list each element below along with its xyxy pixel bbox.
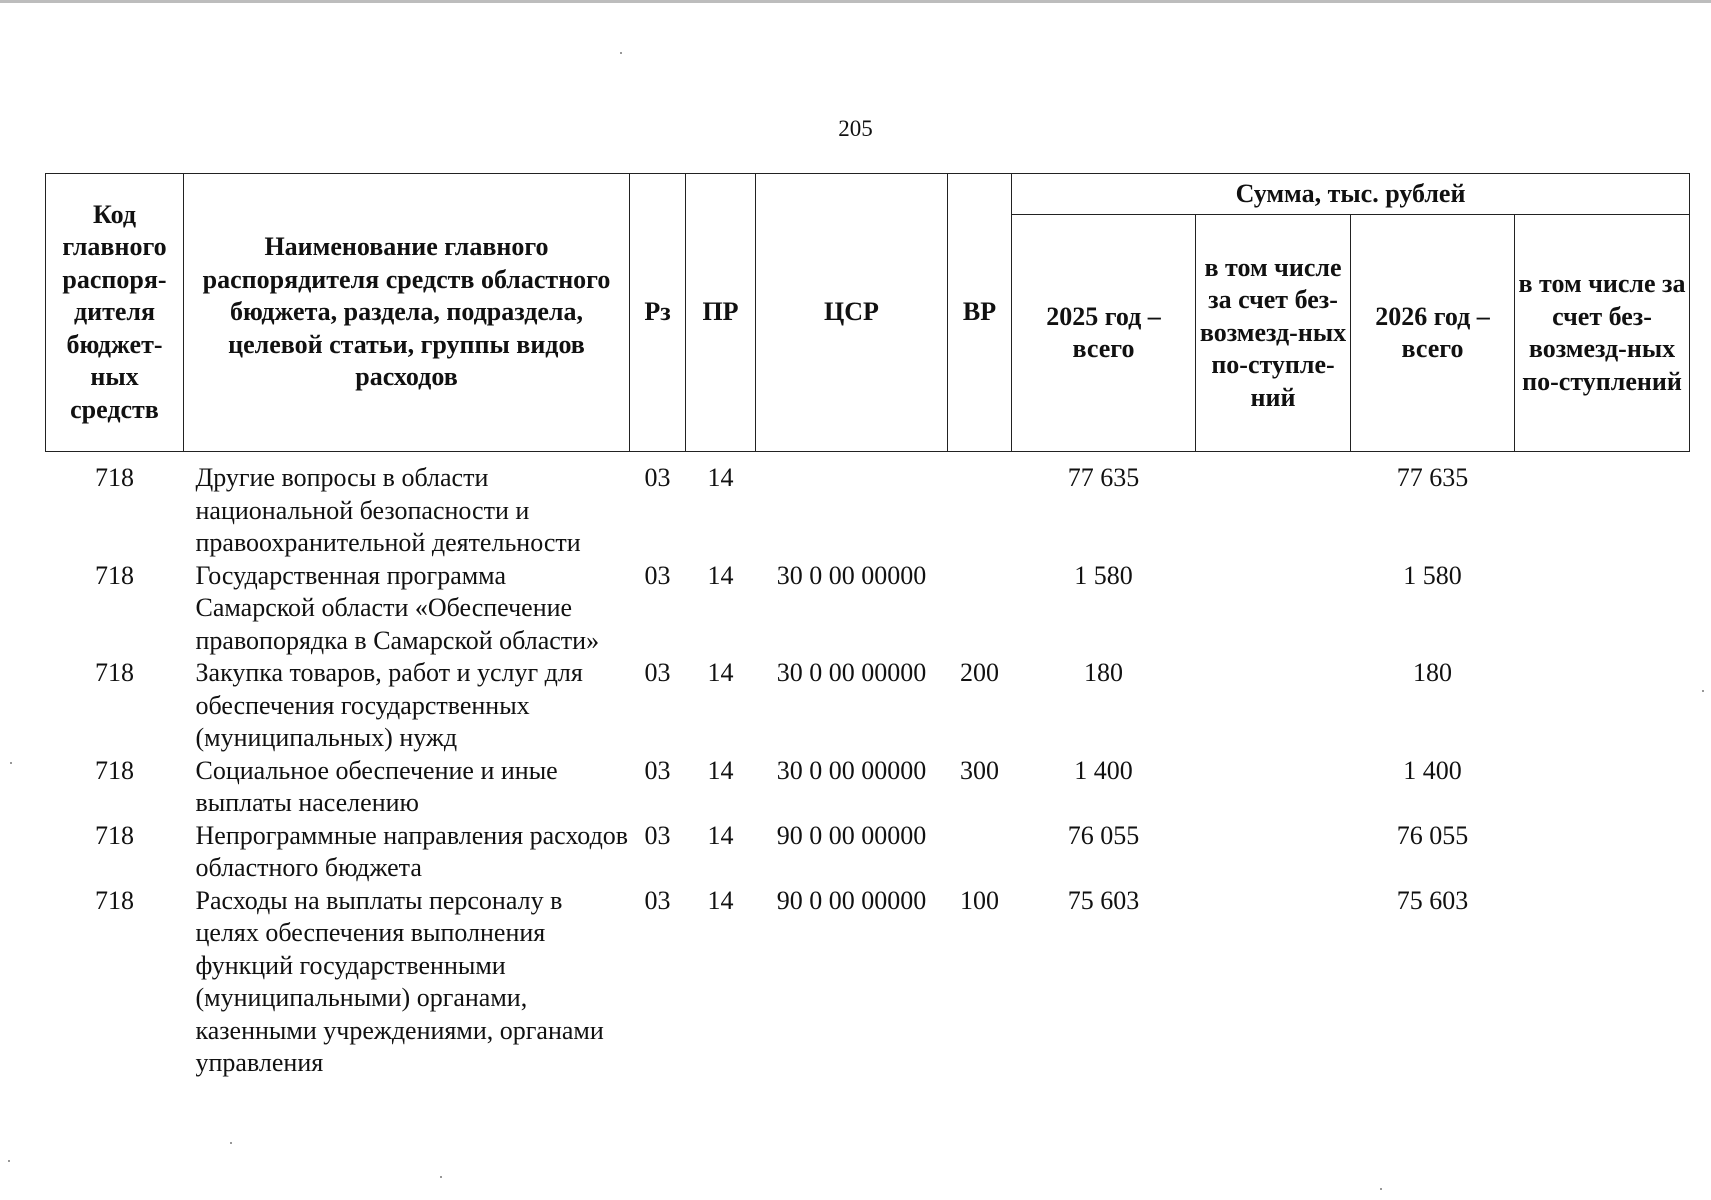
cell-pr: 14 bbox=[707, 820, 734, 850]
cell-vr bbox=[948, 560, 1012, 658]
header-pr: ПР bbox=[686, 174, 756, 452]
cell-grants-2026 bbox=[1515, 452, 1690, 560]
cell-vr: 100 bbox=[960, 885, 999, 915]
cell-pr: 14 bbox=[707, 658, 734, 687]
cell-rz: 03 bbox=[644, 885, 671, 915]
cell-grants-2025 bbox=[1196, 820, 1351, 885]
header-rz: Рз bbox=[630, 174, 686, 452]
header-total-2025: 2025 год – всего bbox=[1012, 215, 1196, 452]
cell-code: 718 bbox=[95, 658, 134, 687]
header-code: Код главного распоря-дителя бюджет-ных средств bbox=[46, 174, 184, 452]
cell-code: 718 bbox=[95, 885, 134, 915]
cell-code: 718 bbox=[95, 755, 134, 785]
table-row bbox=[46, 657, 1690, 755]
scan-speck bbox=[230, 1142, 232, 1144]
cell-rz: 03 bbox=[644, 820, 671, 850]
cell-total-2026: 1 580 bbox=[1403, 560, 1462, 590]
cell-name: Непрограммные направления расходов областного бюджета bbox=[195, 820, 629, 882]
cell-pr: 14 bbox=[707, 885, 734, 915]
cell-total-2026: 77 635 bbox=[1396, 463, 1469, 492]
cell-total-2026: 180 bbox=[1413, 658, 1452, 687]
table-row bbox=[46, 885, 1690, 1080]
cell-total-2025: 76 055 bbox=[1067, 820, 1140, 850]
cell-name: Другие вопросы в области национальной безопасности и правоохранительной деятельности bbox=[195, 463, 581, 557]
cell-total-2025: 180 bbox=[1084, 658, 1123, 687]
table-row bbox=[46, 452, 1690, 560]
scan-speck bbox=[620, 52, 622, 54]
cell-pr: 14 bbox=[707, 463, 734, 492]
cell-total-2025: 1 580 bbox=[1074, 560, 1133, 590]
header-grants-2025: в том числе за счет без-возмезд-ных по-ступле-ний bbox=[1196, 215, 1351, 452]
cell-rz: 03 bbox=[644, 463, 671, 492]
header-sum: Сумма, тыс. рублей bbox=[1012, 174, 1690, 215]
cell-grants-2026 bbox=[1515, 820, 1690, 885]
scan-speck bbox=[1380, 1188, 1382, 1190]
scan-speck bbox=[440, 1176, 442, 1178]
header-grants-2026: в том числе за счет без-возмезд-ных по-ступлений bbox=[1515, 215, 1690, 452]
cell-vr bbox=[948, 820, 1012, 885]
cell-grants-2026 bbox=[1515, 885, 1690, 1080]
cell-name: Социальное обеспечение и иные выплаты населению bbox=[195, 755, 558, 817]
scan-speck bbox=[10, 762, 12, 764]
cell-pr: 14 bbox=[707, 755, 734, 785]
cell-total-2025: 75 603 bbox=[1067, 885, 1140, 915]
cell-rz: 03 bbox=[644, 755, 671, 785]
page-number: 205 bbox=[838, 116, 873, 141]
cell-grants-2026 bbox=[1515, 755, 1690, 820]
cell-total-2026: 76 055 bbox=[1396, 820, 1469, 850]
cell-pr: 14 bbox=[707, 560, 734, 590]
cell-vr: 200 bbox=[960, 658, 999, 687]
cell-grants-2025 bbox=[1196, 452, 1351, 560]
cell-total-2025: 1 400 bbox=[1074, 755, 1133, 785]
table-row bbox=[46, 755, 1690, 820]
cell-code: 718 bbox=[95, 560, 134, 590]
cell-csr: 30 0 00 00000 bbox=[776, 755, 927, 785]
header-name: Наименование главного распорядителя средств областного бюджета, раздела, подраздела, целевой статьи, группы видов расходов bbox=[184, 174, 630, 452]
cell-grants-2026 bbox=[1515, 560, 1690, 658]
cell-rz: 03 bbox=[644, 560, 671, 590]
cell-grants-2025 bbox=[1196, 560, 1351, 658]
cell-grants-2025 bbox=[1196, 755, 1351, 820]
cell-name: Расходы на выплаты персоналу в целях обеспечения выполнения функций государственными (муниципальными) органами, казенными учреждениями, органами управления bbox=[195, 885, 604, 1077]
cell-grants-2026 bbox=[1515, 657, 1690, 755]
table-row bbox=[46, 820, 1690, 885]
cell-code: 718 bbox=[95, 463, 134, 492]
cell-csr: 90 0 00 00000 bbox=[776, 885, 927, 915]
cell-vr bbox=[948, 452, 1012, 560]
cell-csr: 30 0 00 00000 bbox=[776, 658, 927, 687]
cell-name: Государственная программа Самарской области «Обеспечение правопорядка в Самарской области» bbox=[195, 560, 600, 655]
budget-table bbox=[45, 173, 1690, 1080]
cell-grants-2025 bbox=[1196, 885, 1351, 1080]
scan-speck bbox=[8, 1160, 10, 1162]
scan-speck bbox=[1702, 690, 1704, 692]
cell-grants-2025 bbox=[1196, 657, 1351, 755]
cell-total-2026: 75 603 bbox=[1396, 885, 1469, 915]
cell-code: 718 bbox=[95, 820, 134, 850]
cell-vr: 300 bbox=[960, 755, 999, 785]
header-total-2026: 2026 год – всего bbox=[1351, 215, 1515, 452]
cell-csr: 90 0 00 00000 bbox=[776, 820, 927, 850]
header-vr: ВР bbox=[948, 174, 1012, 452]
cell-total-2025: 77 635 bbox=[1067, 463, 1140, 492]
cell-rz: 03 bbox=[644, 658, 671, 687]
cell-total-2026: 1 400 bbox=[1403, 755, 1462, 785]
header-csr: ЦСР bbox=[756, 174, 948, 452]
scan-top-edge bbox=[0, 0, 1711, 3]
cell-name: Закупка товаров, работ и услуг для обеспечения государственных (муниципальных) нужд bbox=[195, 658, 583, 752]
cell-csr: 30 0 00 00000 bbox=[776, 560, 927, 590]
table-row bbox=[46, 560, 1690, 658]
cell-csr bbox=[756, 452, 948, 560]
